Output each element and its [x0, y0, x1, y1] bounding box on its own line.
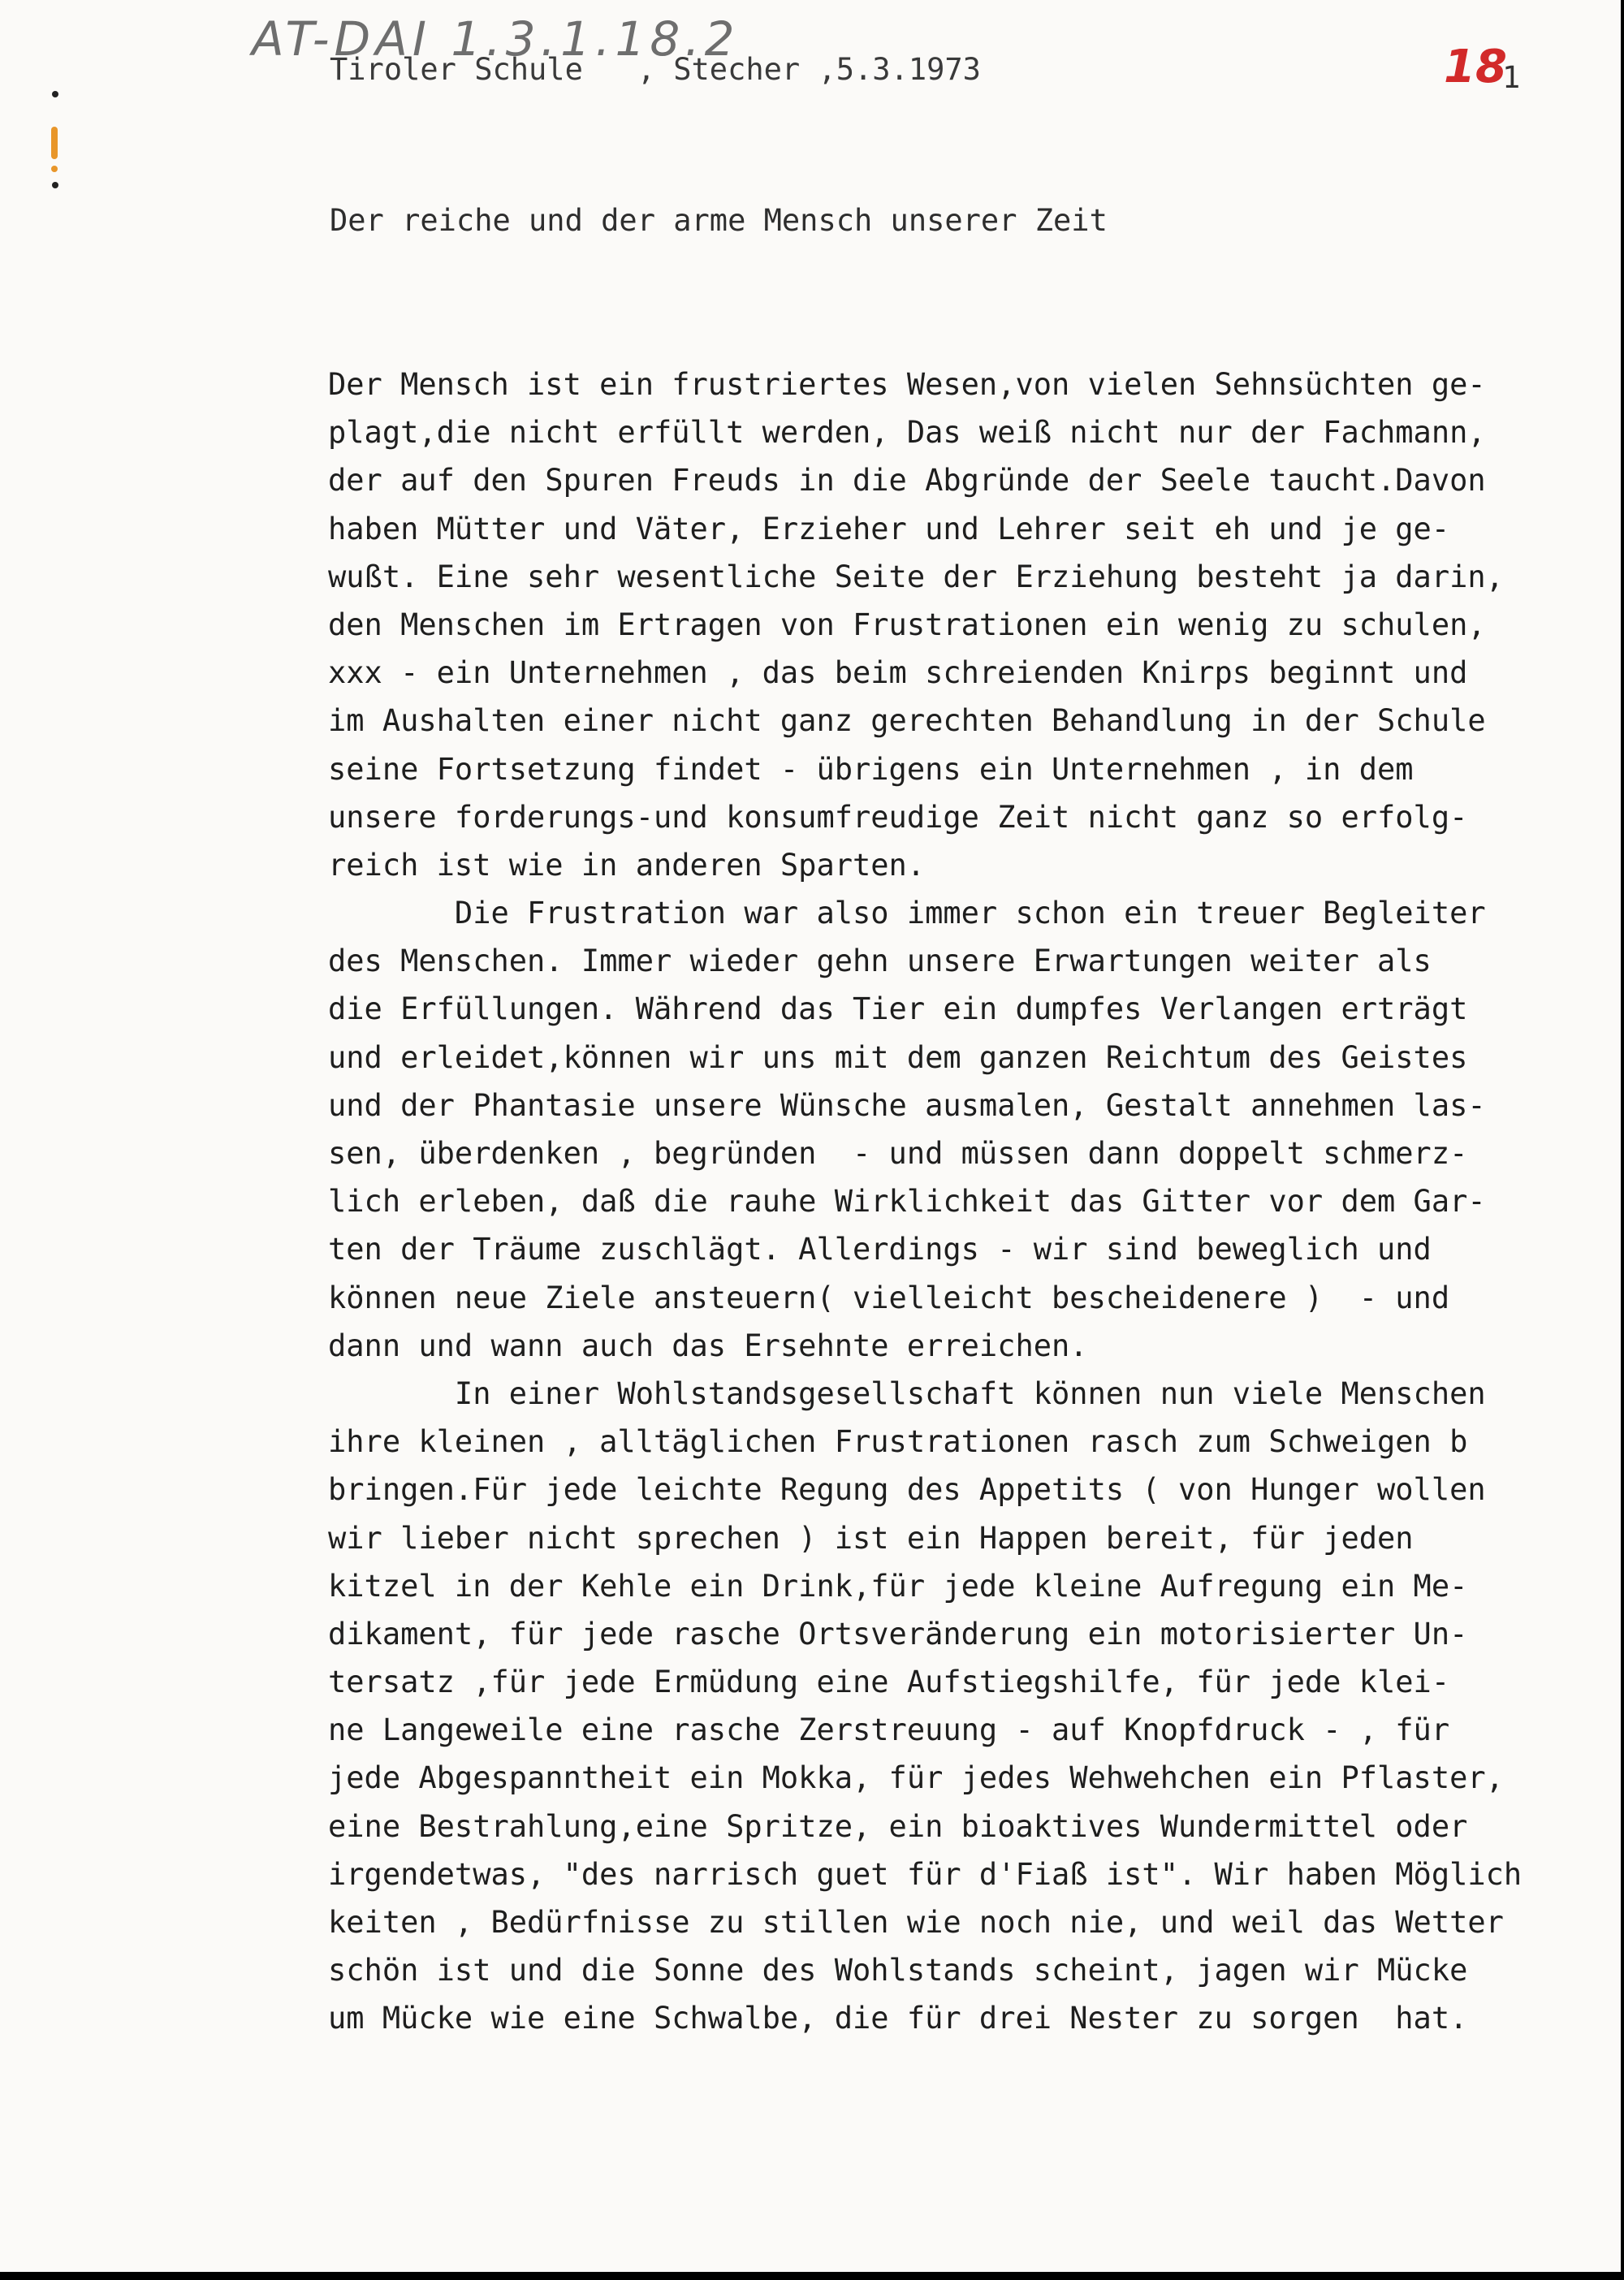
text-line: den Menschen im Ertragen von Frustrationen ein wenig zu schulen,: [328, 607, 1486, 642]
text-line: im Aushalten einer nicht ganz gerechten Behandlung in der Schule: [328, 703, 1486, 739]
document-header: Tiroler Schule , Stecher ,5.3.1973: [330, 52, 981, 87]
text-line: eine Bestrahlung,eine Spritze, ein bioaktives Wundermittel oder: [328, 1808, 1468, 1844]
text-line: sen, überdenken , begründen - und müssen dann doppelt schmerz-: [328, 1136, 1468, 1171]
handwritten-page-number: 18: [1444, 41, 1507, 93]
document-title: Der reiche und der arme Mensch unserer Zeit: [330, 203, 1108, 238]
text-line: ten der Träume zuschlägt. Allerdings - wir sind beweglich und: [328, 1232, 1432, 1267]
text-line: unsere forderungs-und konsumfreudige Zeit nicht ganz so erfolg-: [328, 799, 1468, 835]
typed-page-number: 1: [1502, 60, 1521, 95]
body-text: [328, 361, 1619, 2043]
text-line: seine Fortsetzung findet - übrigens ein Unternehmen , in dem: [328, 751, 1414, 787]
text-line: jede Abgespanntheit ein Mokka, für jedes Wehwehchen ein Pflaster,: [328, 1760, 1504, 1796]
text-line: und der Phantasie unsere Wünsche ausmalen, Gestalt annehmen las-: [328, 1087, 1486, 1123]
text-line: können neue Ziele ansteuern( vielleicht bescheidenere ) - und: [328, 1280, 1450, 1315]
text-line: schön ist und die Sonne des Wohlstands scheint, jagen wir Mücke: [328, 1953, 1468, 1989]
text-line: tersatz ,für jede Ermüdung eine Aufstiegshilfe, für jede klei-: [328, 1665, 1450, 1700]
text-line: keiten , Bedürfnisse zu stillen wie noch nie, und weil das Wetter: [328, 1905, 1504, 1940]
text-line: In einer Wohlstandsgesellschaft können nun viele Menschen: [328, 1375, 1486, 1411]
text-line: kitzel in der Kehle ein Drink,für jede kleine Aufregung ein Me-: [328, 1568, 1468, 1604]
text-line: reich ist wie in anderen Sparten.: [328, 847, 926, 883]
text-line: die Erfüllungen. Während das Tier ein dumpfes Verlangen erträgt: [328, 991, 1468, 1027]
text-line: und erleidet,können wir uns mit dem ganzen Reichtum des Geistes: [328, 1039, 1468, 1075]
text-line: dann und wann auch das Ersehnte erreichen.: [328, 1328, 1088, 1363]
margin-highlight-mark: [51, 127, 58, 159]
margin-highlight-dot: [51, 166, 58, 172]
text-line: lich erleben, daß die rauhe Wirklichkeit das Gitter vor dem Gar-: [328, 1184, 1486, 1220]
text-line: um Mücke wie eine Schwalbe, die für drei Nester zu sorgen hat.: [328, 2001, 1468, 2036]
text-line: xxx - ein Unternehmen , das beim schreienden Knirps beginnt und: [328, 655, 1468, 691]
text-line: Die Frustration war also immer schon ein treuer Begleiter: [328, 896, 1486, 931]
text-line: dikament, für jede rasche Ortsveränderung ein motorisierter Un-: [328, 1616, 1468, 1652]
text-line: haben Mütter und Väter, Erzieher und Lehrer seit eh und je ge-: [328, 511, 1450, 546]
margin-dot: [52, 91, 58, 97]
text-line: bringen.Für jede leichte Regung des Appetits ( von Hunger wollen: [328, 1472, 1486, 1508]
text-line: der auf den Spuren Freuds in die Abgründe der Seele taucht.Davon: [328, 463, 1486, 499]
text-line: plagt,die nicht erfüllt werden, Das weiß nicht nur der Fachmann,: [328, 415, 1486, 451]
text-line: Der Mensch ist ein frustriertes Wesen,von vielen Sehnsüchten ge-: [328, 367, 1486, 402]
text-line: des Menschen. Immer wieder gehn unsere Erwartungen weiter als: [328, 944, 1432, 979]
text-line: wir lieber nicht sprechen ) ist ein Happen bereit, für jeden: [328, 1520, 1414, 1556]
margin-dot: [52, 182, 58, 188]
archive-signature: AT-DAI 1.3.1.18.2: [252, 11, 740, 67]
text-line: irgendetwas, "des narrisch guet für d'Fiaß ist". Wir haben Möglich: [328, 1856, 1522, 1892]
text-line: ne Langeweile eine rasche Zerstreuung - auf Knopfdruck - , für: [328, 1712, 1450, 1748]
text-line: wußt. Eine sehr wesentliche Seite der Erziehung besteht ja darin,: [328, 559, 1504, 594]
text-line: ihre kleinen , alltäglichen Frustrationen rasch zum Schweigen b: [328, 1424, 1468, 1460]
